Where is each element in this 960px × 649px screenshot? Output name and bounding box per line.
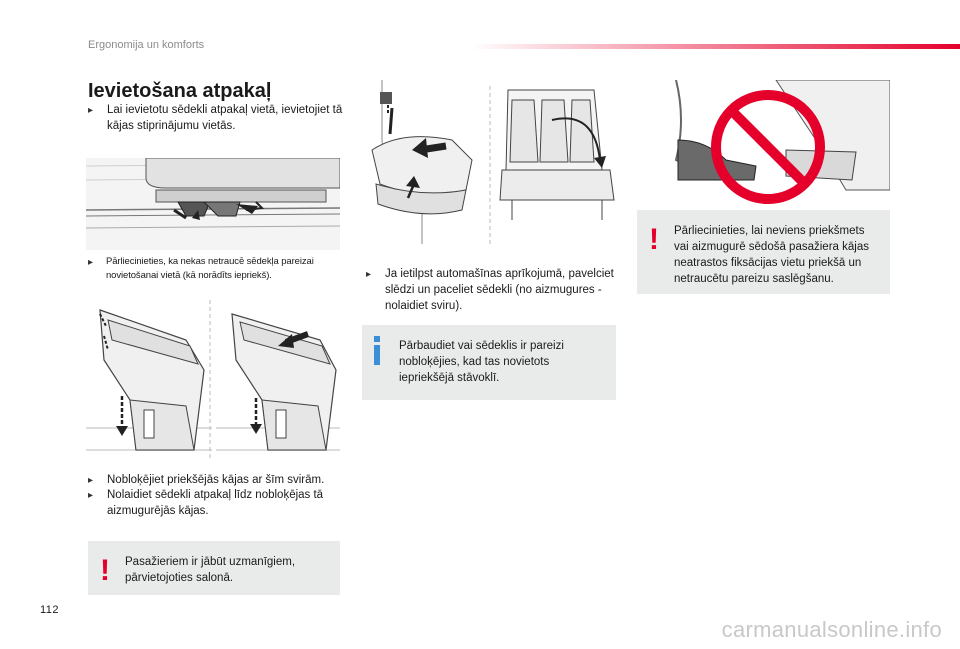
arrow-bullet-icon: ▸ [366, 269, 372, 280]
step-lower-seat [88, 487, 359, 519]
exclamation-warning-icon: ! [100, 554, 110, 587]
arrow-bullet-icon: ▸ [88, 105, 94, 116]
chapter-header: Ergonomija un komforts [88, 39, 205, 51]
arrow-bullet-icon: ▸ [88, 490, 94, 501]
step-text: Nolaidiet sēdekli atpakaļ līdz nobloķējas tā aizmugurējās kājas. [107, 489, 324, 517]
header-accent-bar [470, 44, 960, 49]
seat-raise-illustration [362, 80, 616, 244]
page-number: 112 [40, 604, 60, 616]
info-box-check-lock [362, 325, 616, 400]
step-raise-seat [366, 266, 635, 314]
exclamation-warning-icon: ! [649, 223, 659, 256]
arrow-bullet-icon: ▸ [88, 257, 93, 268]
step-check-obstruction [88, 255, 358, 283]
warning-box-objects [637, 210, 890, 294]
info-icon [372, 336, 382, 366]
seat-rail-illustration [86, 158, 340, 250]
info-text: Pārbaudiet vai sēdeklis ir pareizi nobloķējies, kad tas novietots iepriekšējā stāvoklī. [399, 340, 564, 384]
warning-text: Pasažieriem ir jābūt uzmanīgiem, pārvietojoties salonā. [125, 556, 296, 584]
step-insert-legs [88, 102, 347, 134]
arrow-bullet-icon: ▸ [88, 475, 94, 486]
warning-text: Pārliecinieties, lai neviens priekšmets vai aizmugurē sēdošā pasažiera kājas neatrastos fiksācijas vietu priekšā un netraucētu pareizu saslēgšanu. [674, 225, 869, 285]
step-text: Nobloķējiet priekšējās kājas ar šīm svirām. [107, 474, 325, 486]
prohibited-foot-illustration [666, 80, 890, 210]
watermark: carmanualsonline.info [721, 617, 942, 642]
step-text: Lai ievietotu sēdekli atpakaļ vietā, ievietojiet tā kājas stiprinājumu vietās. [107, 104, 343, 132]
step-lock-front-legs [88, 472, 359, 488]
warning-box-passengers [88, 541, 340, 595]
section-title: Ievietošana atpakaļ [88, 80, 272, 102]
step-text: Pārliecinieties, ka nekas netraucē sēdekļa pareizai novietošanai vietā (kā norādīts iepriekš). [106, 256, 314, 281]
step-text: Ja ietilpst automašīnas aprīkojumā, pavelciet slēdzi un paceliet sēdekli (no aizmugures - nolaidiet sviru). [385, 268, 614, 312]
seat-lowering-illustration-left [86, 300, 212, 458]
seat-lowering-illustration-right [216, 300, 340, 458]
